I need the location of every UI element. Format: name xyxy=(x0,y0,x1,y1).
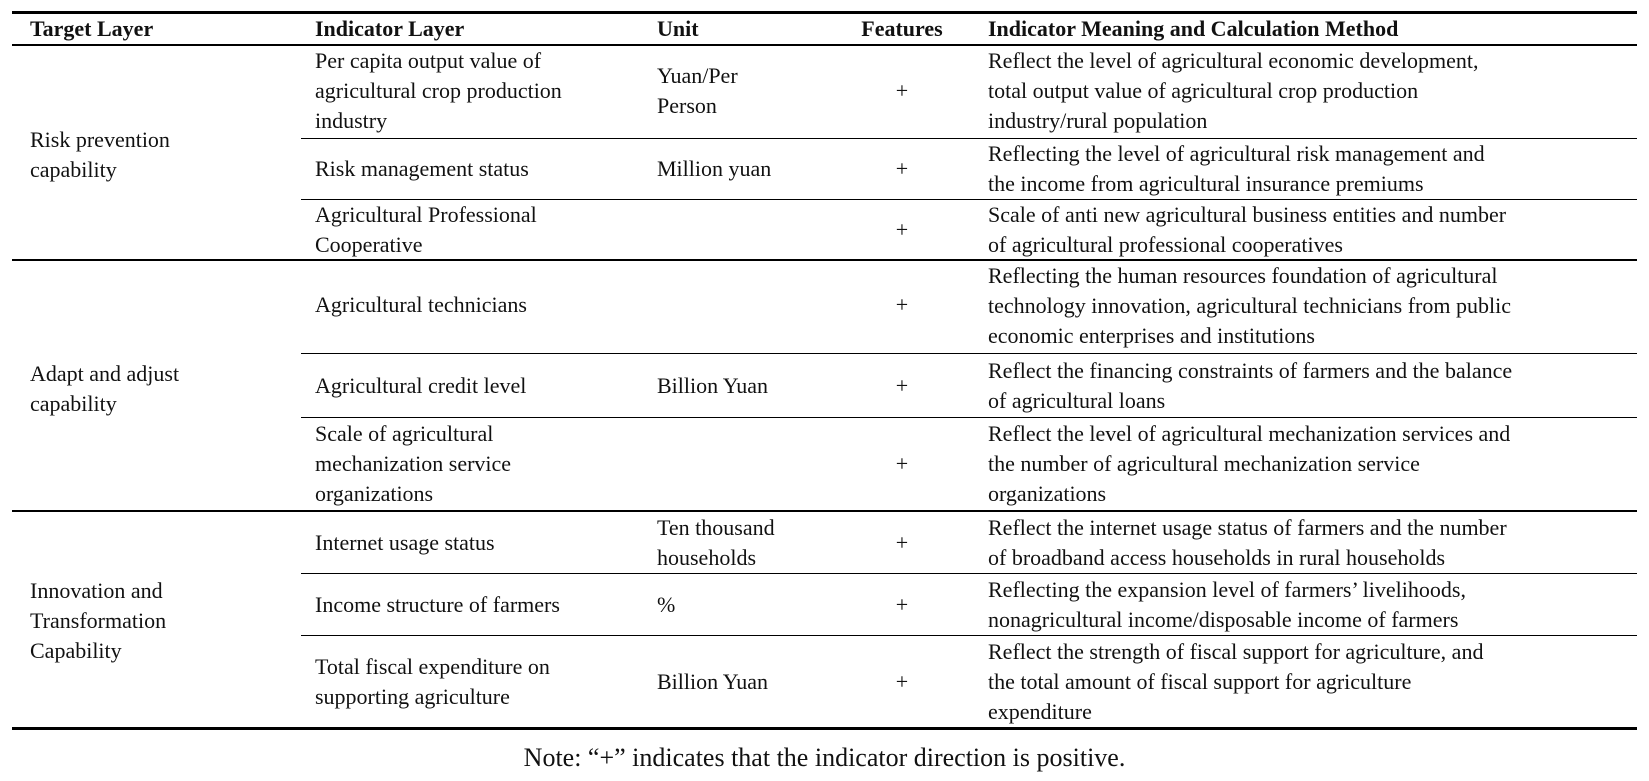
group-label-innovation: Innovation and Transformation Capability xyxy=(30,578,167,663)
row-6-feature: + xyxy=(895,451,909,476)
row-2-meaning: Reflecting the level of agricultural risk management and the income from agricultural insurance premiums xyxy=(988,141,1485,196)
row-8-feature: + xyxy=(895,592,909,617)
row-8-indicator: Income structure of farmers xyxy=(315,592,560,617)
group-label-risk-prevention: Risk prevention capability xyxy=(30,127,170,182)
row-1-indicator: Per capita output value of agricultural crop production industry xyxy=(315,48,562,133)
row-7-meaning: Reflect the internet usage status of farmers and the number of broadband access households in rural households xyxy=(988,515,1507,570)
table-bottom-rule xyxy=(12,727,1637,730)
group-divider xyxy=(12,510,1637,512)
row-2-unit: Million yuan xyxy=(657,156,772,181)
group-label-adapt-adjust: Adapt and adjust capability xyxy=(30,361,180,416)
row-3-meaning: Scale of anti new agricultural business entities and number of agricultural professional cooperatives xyxy=(988,202,1507,257)
row-5-unit: Billion Yuan xyxy=(657,373,769,398)
row-9-unit: Billion Yuan xyxy=(657,669,769,694)
header-indicator-layer: Indicator Layer xyxy=(315,16,465,41)
row-6-indicator: Scale of agricultural mechanization service organizations xyxy=(315,421,512,506)
row-4-indicator: Agricultural technicians xyxy=(315,292,527,317)
row-4-feature: + xyxy=(895,292,909,317)
row-divider xyxy=(301,353,1637,354)
table-note: Note: “+” indicates that the indicator direction is positive. xyxy=(523,743,1126,772)
row-1-meaning: Reflect the level of agricultural economic development, total output value of agricultural crop production industry/rural population xyxy=(988,48,1479,133)
row-divider xyxy=(301,417,1637,418)
row-3-indicator: Agricultural Professional Cooperative xyxy=(315,202,537,257)
row-3-feature: + xyxy=(895,217,909,242)
row-5-feature: + xyxy=(895,373,909,398)
row-divider xyxy=(301,573,1637,574)
row-2-indicator: Risk management status xyxy=(315,156,529,181)
row-5-meaning: Reflect the financing constraints of farmers and the balance of agricultural loans xyxy=(988,358,1513,413)
header-meaning: Indicator Meaning and Calculation Method xyxy=(988,16,1399,41)
row-8-unit: % xyxy=(657,592,676,617)
header-unit: Unit xyxy=(657,16,699,41)
row-1-feature: + xyxy=(895,78,909,103)
row-7-feature: + xyxy=(895,530,909,555)
row-7-unit: Ten thousand households xyxy=(657,515,775,570)
row-2-feature: + xyxy=(895,156,909,181)
row-9-indicator: Total fiscal expenditure on supporting agriculture xyxy=(315,654,550,709)
row-9-feature: + xyxy=(895,669,909,694)
row-6-meaning: Reflect the level of agricultural mechanization services and the number of agricultural mechanization service organizations xyxy=(988,421,1511,506)
header-target-layer: Target Layer xyxy=(30,16,154,41)
row-9-meaning: Reflect the strength of fiscal support for agriculture, and the total amount of fiscal support for agriculture expenditure xyxy=(988,639,1484,724)
row-4-meaning: Reflecting the human resources foundation of agricultural technology innovation, agricultural technicians from public economic enterprises and institutions xyxy=(988,263,1511,348)
row-7-indicator: Internet usage status xyxy=(315,530,495,555)
row-5-indicator: Agricultural credit level xyxy=(315,373,527,398)
row-1-unit: Yuan/Per Person xyxy=(657,63,738,118)
header-features: Features xyxy=(861,16,943,41)
row-divider xyxy=(301,635,1637,636)
row-8-meaning: Reflecting the expansion level of farmers’ livelihoods, nonagricultural income/disposable income of farmers xyxy=(988,577,1466,632)
